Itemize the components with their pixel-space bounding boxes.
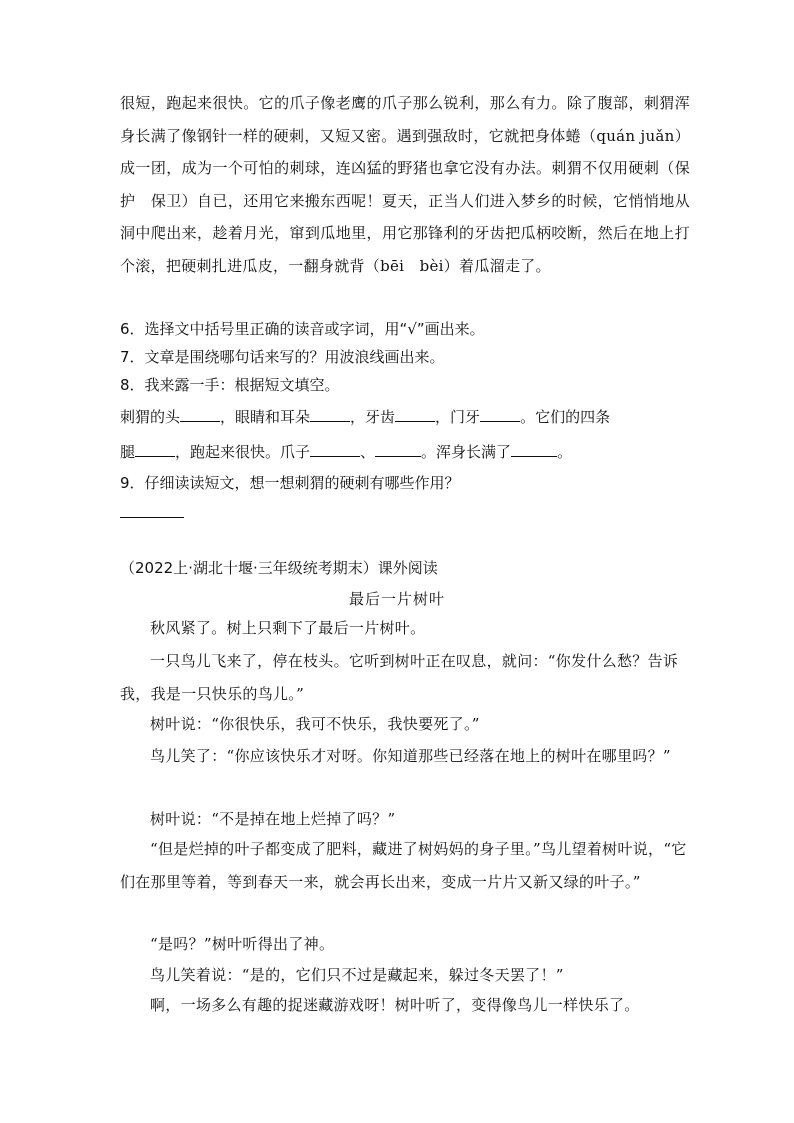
- fill-text: ，门牙: [435, 408, 481, 426]
- story-paragraph: 鸟儿笑了：“你应该快乐才对呀。你知道那些已经落在地上的树叶在哪里吗？”: [150, 747, 671, 765]
- story-paragraph: 鸟儿笑着说：“是的，它们只不过是藏起来，躲过冬天罢了！”: [150, 966, 564, 984]
- fill-text: 刺猬的头: [120, 408, 181, 426]
- question-8: 8．我来露一手：根据短文填空。: [120, 376, 340, 394]
- fill-text: 腿: [120, 443, 136, 461]
- fill-text: ，牙齿: [350, 408, 396, 426]
- story-paragraph: 树叶说：“不是掉在地上烂掉了吗？”: [150, 810, 396, 828]
- answer-blank[interactable]: [135, 442, 175, 457]
- answer-blank[interactable]: [310, 442, 360, 457]
- story-paragraph: 树叶说：“你很快乐，我可不快乐，我快要死了。”: [150, 715, 480, 733]
- fill-blank-line-2: [120, 441, 572, 462]
- question-7: 7．文章是围绕哪句话来写的？用波浪线画出来。: [120, 348, 445, 366]
- fill-text: 。: [557, 443, 573, 461]
- fill-text: 。浑身长满了: [421, 443, 512, 461]
- fill-text: 、: [360, 443, 376, 461]
- question-6: 6．选择文中括号里正确的读音或字词，用“√”画出来。: [120, 320, 485, 338]
- fill-text: ，跑起来很快。爪子: [175, 443, 311, 461]
- answer-blank[interactable]: [310, 407, 350, 422]
- passage-paragraph: 很短，跑起来很快。它的爪子像老鹰的爪子那么锐利，那么有力。除了腹部，刺猬浑身长满了像钢针一样的硬刺，又短又密。遇到强敌时，它就把身体蜷（quán juǎn）成一团，成为一个可怕的刺球，连凶猛的野猪也拿它没有办法。刺猬不仅用硬刺（保护 保卫）自已，还用它来搬东西呢！夏天，正当人们进入梦乡的时候，它悄悄地从洞中爬出来，趁着月光，窜到瓜地里，用它那锋利的牙齿把瓜柄咬断，然后在地上打个滚，把硬刺扎进瓜皮，一翻身就背（bēi bèi）着瓜溜走了。: [120, 94, 690, 275]
- fill-blank-line-1: [120, 406, 610, 427]
- story-paragraph: 秋风紧了。树上只剩下了最后一片树叶。: [150, 619, 426, 637]
- answer-blank[interactable]: [180, 407, 220, 422]
- answer-blank[interactable]: [480, 407, 520, 422]
- answer-blank[interactable]: [511, 442, 557, 457]
- answer-line[interactable]: [120, 517, 184, 518]
- story-paragraph: 啊，一场多么有趣的捉迷藏游戏呀！树叶听了，变得像鸟儿一样快乐了。: [150, 996, 640, 1014]
- question-9: 9．仔细读读短文，想一想刺猬的硬刺有哪些作用？: [120, 474, 460, 492]
- fill-text: ，眼睛和耳朵: [220, 408, 311, 426]
- story-title: 最后一片树叶: [348, 590, 445, 608]
- story-paragraph: “是吗？”树叶听得出了神。: [150, 935, 335, 953]
- story-paragraph: 一只鸟儿飞来了，停在枝头。它听到树叶正在叹息，就问：“你发什么愁？告诉我，我是一只快乐的鸟儿。”: [120, 652, 679, 703]
- answer-blank[interactable]: [395, 407, 435, 422]
- fill-text: 。它们的四条: [520, 408, 611, 426]
- source-label: （2022上·湖北十堰·三年级统考期末）课外阅读: [120, 559, 438, 577]
- answer-blank[interactable]: [375, 442, 421, 457]
- story-paragraph: “但是烂掉的叶子都变成了肥料，藏进了树妈妈的身子里。”鸟儿望着树叶说，“它们在那里等着，等到春天一来，就会再长出来，变成一片片又新又绿的叶子。”: [120, 840, 687, 891]
